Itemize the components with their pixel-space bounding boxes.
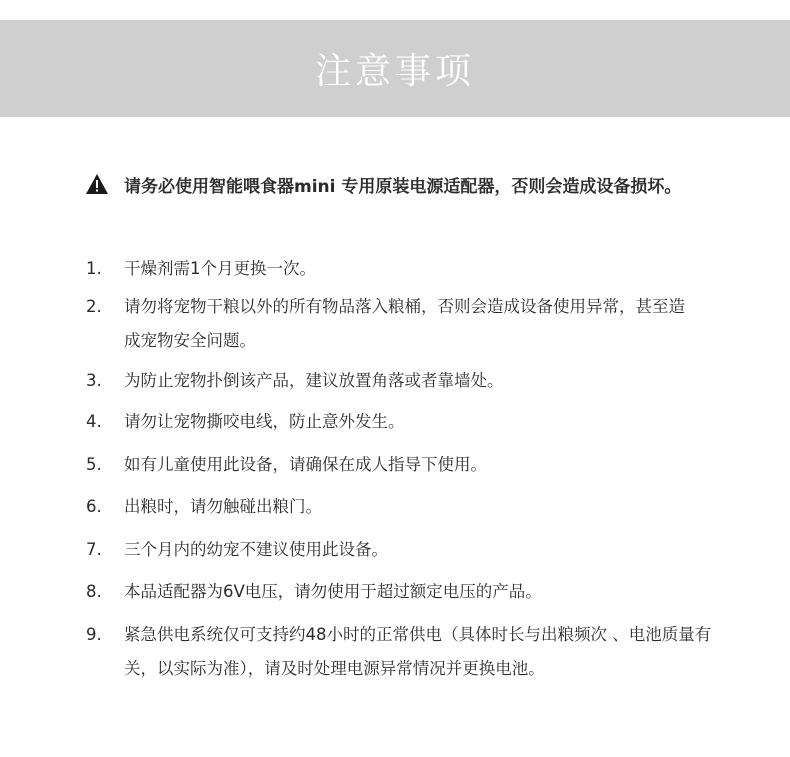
item-number: 7.: [86, 540, 102, 559]
item-number: 3.: [86, 371, 102, 390]
item-number: 1.: [86, 259, 102, 278]
item-number: 2.: [86, 297, 102, 316]
item-text: 三个月内的幼宠不建议使用此设备。: [124, 540, 388, 559]
list-item: [86, 533, 736, 567]
item-number: 9.: [86, 625, 102, 644]
item-text: 如有儿童使用此设备，请确保在成人指导下使用。: [124, 455, 487, 474]
list-item: [86, 575, 736, 609]
list-item: [86, 405, 736, 439]
warning-triangle-icon: [86, 174, 108, 194]
list-item: [86, 290, 699, 358]
list-item: [86, 448, 736, 482]
item-text: 本品适配器为6V电压，请勿使用于超过额定电压的产品。: [124, 582, 542, 601]
page-title: 注意事项: [314, 51, 475, 92]
warning-text: 请务必使用智能喂食器mini 专用原装电源适配器，否则会造成设备损坏。: [124, 177, 682, 197]
warning-notice: [86, 170, 726, 204]
item-number: 6.: [86, 497, 102, 516]
item-text: 请勿让宠物撕咬电线，防止意外发生。: [124, 412, 405, 431]
item-text: 紧急供电系统仅可支持约48小时的正常供电（具体时长与出粮频次 、电池质量有关，以实际为准），请及时处理电源异常情况并更换电池。: [124, 625, 712, 678]
list-item: [86, 364, 736, 398]
item-text: 干燥剂需1个月更换一次。: [124, 259, 316, 278]
item-number: 5.: [86, 455, 102, 474]
item-text: 出粮时，请勿触碰出粮门。: [124, 497, 322, 516]
header-banner: [0, 20, 790, 117]
item-text: 为防止宠物扑倒该产品，建议放置角落或者靠墙处。: [124, 371, 504, 390]
item-number: 8.: [86, 582, 102, 601]
item-number: 4.: [86, 412, 102, 431]
list-item: [86, 490, 736, 524]
item-text: 请勿将宠物干粮以外的所有物品落入粮桶，否则会造成设备使用异常，甚至造成宠物安全问题。: [124, 297, 685, 350]
list-item: [86, 618, 736, 686]
list-item: [86, 252, 736, 286]
